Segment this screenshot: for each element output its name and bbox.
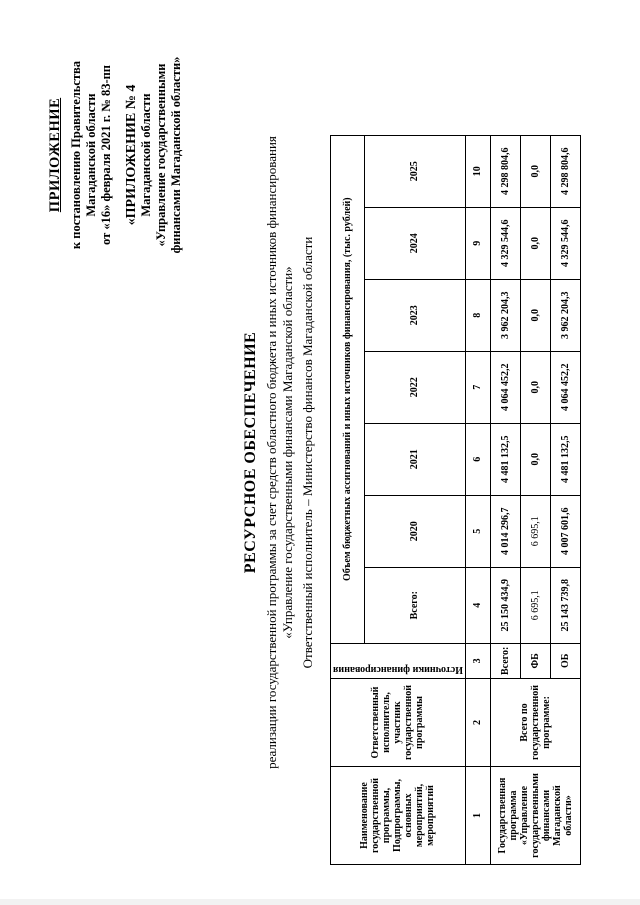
source-cell: ОБ [550, 643, 580, 678]
header-line: к постановлению Правительства [69, 60, 83, 250]
header-source-text: Источники финансирования [333, 664, 463, 675]
appendix-title: ПРИЛОЖЕНИЕ [47, 97, 63, 213]
col-number: 6 [465, 423, 490, 495]
subtitle-line: «Управление государственными финансами Магаданской области» [280, 266, 295, 639]
header-line: Магаданской области [84, 93, 98, 217]
source-cell: Всего: [490, 643, 520, 678]
value-cell: 0,0 [520, 135, 550, 207]
value-cell: 4 329 544,6 [550, 207, 580, 279]
value-cell: 0,0 [520, 351, 550, 423]
subtitle-line: реализации государственной программы за счет средств областного бюджета и иных источников финансирования [264, 136, 279, 769]
value-cell: 4 481 132,5 [550, 423, 580, 495]
col-number: 3 [465, 643, 490, 678]
source-cell: ФБ [520, 643, 550, 678]
total-cell: 25 150 434,9 [490, 567, 520, 643]
header-year: 2023 [364, 279, 465, 351]
col-number: 2 [465, 679, 490, 767]
col-number: 4 [465, 567, 490, 643]
executor-line: Ответственный исполнитель – Министерство финансов Магаданской области [300, 236, 315, 669]
total-cell: 6 695,1 [520, 567, 550, 643]
header-year: 2025 [364, 135, 465, 207]
total-cell: 25 143 739,8 [550, 567, 580, 643]
header-year: 2022 [364, 351, 465, 423]
col-number: 9 [465, 207, 490, 279]
resource-table [330, 135, 581, 865]
header-year: 2020 [364, 495, 465, 567]
table-row [490, 135, 520, 864]
document-title: РЕСУРСНОЕ ОБЕСПЕЧЕНИЕ [242, 331, 259, 574]
header-total: Всего: [364, 567, 465, 643]
value-cell: 0,0 [520, 207, 550, 279]
header-line: от «16» февраля 2021 г. № 83-пп [99, 64, 113, 246]
value-cell: 4 481 132,5 [490, 423, 520, 495]
col-number: 7 [465, 351, 490, 423]
value-cell: 4 064 452,2 [490, 351, 520, 423]
value-cell: 4 014 296,7 [490, 495, 520, 567]
col-number: 10 [465, 135, 490, 207]
appendix-number: «ПРИЛОЖЕНИЕ № 4 [124, 84, 139, 226]
header-year: 2024 [364, 207, 465, 279]
value-cell: 0,0 [520, 423, 550, 495]
col-number: 1 [465, 767, 490, 865]
col-number: 8 [465, 279, 490, 351]
header-program-name: Наименование государственной программы, Подпрограммы, основных мероприятий, мероприятий [331, 767, 466, 865]
value-cell: 0,0 [520, 279, 550, 351]
col-number: 5 [465, 495, 490, 567]
page-bottom-edge [0, 899, 640, 905]
value-cell: 3 962 204,3 [550, 279, 580, 351]
value-cell: 4 329 544,6 [490, 207, 520, 279]
document-subtitle [264, 0, 296, 905]
value-cell: 4 007 601,6 [550, 495, 580, 567]
value-cell: 4 064 452,2 [550, 351, 580, 423]
header-funding-group: Объем бюджетных ассигнований и иных источников финансирования, (тыс. рублей) [331, 135, 365, 643]
header-line: Магаданской области [139, 93, 153, 217]
header-source [331, 643, 466, 678]
header-line: «Управление государственными [154, 63, 168, 247]
value-cell: 4 298 804,6 [550, 135, 580, 207]
appendix-header [48, 5, 184, 305]
value-cell: 6 695,1 [520, 495, 550, 567]
value-cell: 4 298 804,6 [490, 135, 520, 207]
program-name-cell: Государственная программа «Управление государственными финансами Магаданской области» [490, 767, 580, 865]
header-year: 2021 [364, 423, 465, 495]
header-responsible: Ответственный исполнитель, участник государственной программы [331, 679, 466, 767]
header-line: финансами Магаданской области» [169, 56, 183, 254]
value-cell: 3 962 204,3 [490, 279, 520, 351]
responsible-cell: Всего по государственной программе: [490, 679, 580, 767]
column-number-row [465, 135, 490, 864]
